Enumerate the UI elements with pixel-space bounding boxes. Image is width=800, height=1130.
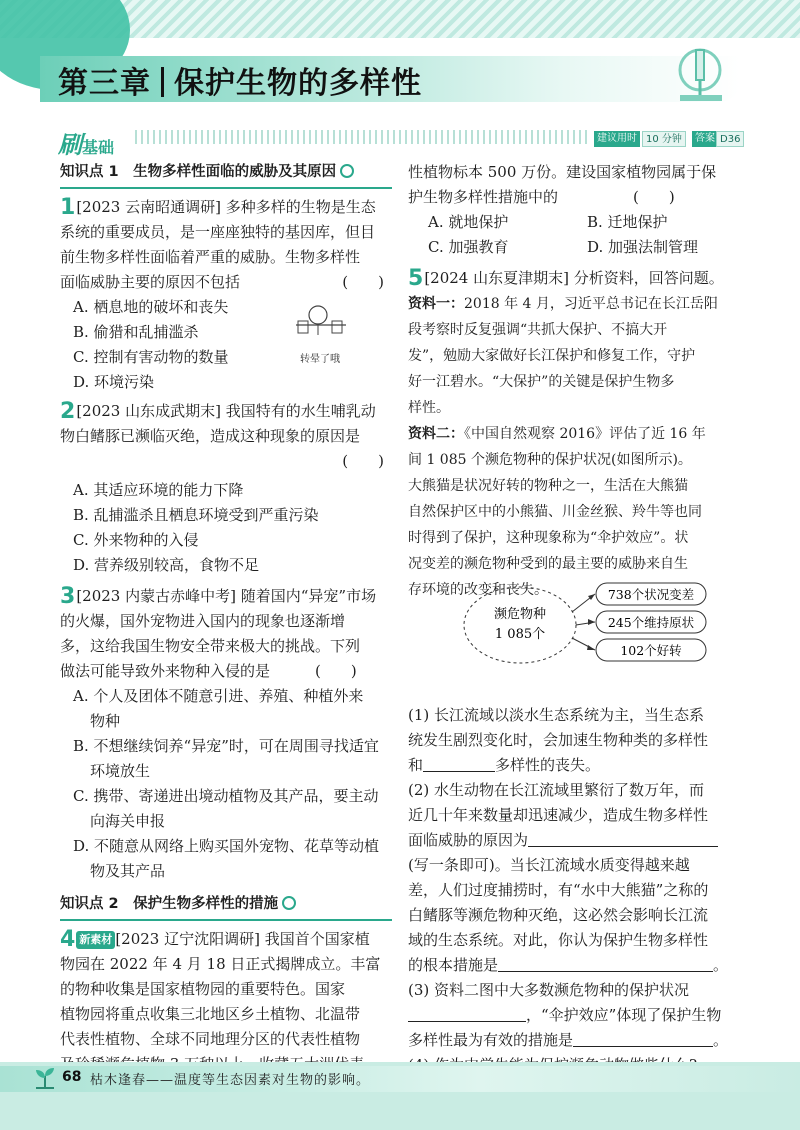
option-d: D. 营养级别较高，食物不足 [73, 556, 260, 574]
new-material-badge: 新素材 [76, 931, 115, 949]
q4-line: 物园在 2022 年 4 月 18 日正式揭牌成立。丰富 [60, 955, 381, 973]
section-label-big: 刷 [58, 131, 82, 159]
status-better: 102个好转 [620, 643, 682, 658]
question-4 [60, 927, 392, 1077]
page-number: 68 [62, 1069, 82, 1085]
q3-line: 的火爆，国外宠物进入国内的现象也逐渐增 [60, 612, 346, 630]
sub2-line: 白鳍豚等濒危物种灭绝，这必然会影响长江流 [408, 906, 709, 924]
option-c: C. 控制有害动物的数量 [73, 348, 229, 366]
q1-line: 前生物多样性面临着严重的威胁。生物多样性 [60, 248, 361, 266]
section-dotted-line [135, 130, 590, 144]
sub2-line: 。 [713, 956, 729, 974]
option-a: A. 其适应环境的能力下降 [73, 481, 244, 499]
kp2-title: 知识点 2 保护生物多样性的措施 [60, 896, 279, 912]
answer-blank[interactable] [408, 1008, 526, 1022]
option-d: D. 不随意从网络上购买国外宠物、花草等动植 [73, 837, 380, 855]
left-column [60, 160, 392, 1077]
sub3-line: 。 [713, 1031, 729, 1049]
option-a: A. 就地保护 [428, 213, 509, 231]
sub-question-3 [408, 978, 746, 1053]
sub2-line: (写一条即可)。当长江流域水质变得越来越 [408, 856, 690, 874]
knowledge-point-2 [60, 892, 392, 921]
question-number: 4 [60, 927, 76, 952]
sub2-line: (2) 水生动物在长江流域里繁衍了数万年，而 [408, 781, 705, 799]
material-2-line: 况变差的濒危物种受到的最主要的威胁来自生 [408, 556, 688, 572]
answer-paren: ( ) [342, 273, 384, 291]
sub2-line: 面临威胁的原因为 [408, 831, 529, 849]
question-2 [60, 399, 392, 578]
q2-line: 物白鳍豚已濒临灭绝，造成这种现象的原因是 [60, 427, 361, 445]
q1-line: [2023 云南昭通调研] 多种多样的生物是生态 [76, 198, 376, 216]
time-value: 10 分钟 [642, 131, 686, 147]
sub2-line: 差，人们过度捕捞时，有“水中大熊猫”之称的 [408, 881, 709, 899]
answer-paren: ( ) [342, 452, 384, 470]
status-worse: 738个状况变差 [607, 587, 695, 602]
sketch-caption: 转晕了哦 [300, 354, 340, 365]
answer-label: 答案 [692, 131, 718, 147]
material-1-line: 段考察时反复强调“共抓大保护、不搞大开 [408, 322, 668, 338]
q4-options-row [408, 210, 746, 235]
option-a: A. 栖息地的破坏和丧失 [73, 298, 229, 316]
sub2-line: 域的生态系统。对此，你认为保护生物多样性 [408, 931, 709, 949]
q4-cont-line: 护生物多样性措施中的 ( ) [408, 188, 675, 206]
q3-line: 多，这给我国生物安全带来极大的挑战。下列 [60, 637, 361, 655]
option-b: B. 偷猎和乱捕滥杀 [73, 323, 199, 341]
answer-blank[interactable] [528, 833, 718, 847]
sub2-line: 的根本措施是 [408, 956, 499, 974]
q4-line: 代表性植物、全球不同地理分区的代表性植物 [60, 1030, 361, 1048]
cartoon-sketch-icon [288, 303, 358, 351]
endangered-species-diagram [460, 580, 750, 670]
material-1-label: 资料一： [408, 296, 464, 312]
option-c-cont: 向海关申报 [90, 812, 166, 830]
sub3-line: (3) 资料二图中大多数濒危物种的保护状况 [408, 981, 690, 999]
sub3-line: 多样性最为有效的措施是 [408, 1031, 574, 1049]
material-1-line: 样性。 [408, 400, 450, 416]
option-a-cont: 物种 [90, 712, 121, 730]
chapter-title [58, 58, 422, 102]
question-number: 5 [408, 266, 424, 291]
knowledge-point-1 [60, 160, 392, 189]
option-d: D. 环境污染 [73, 373, 155, 391]
center-label-1: 濒危物种 [493, 607, 547, 622]
chapter-name: 保护生物的多样性 [174, 66, 422, 101]
material-2-line: 《中国自然观察 2016》评估了近 16 年 [464, 426, 706, 442]
answer-blank[interactable] [498, 958, 713, 972]
option-c: C. 携带、寄递进出境动植物及其产品，要主动 [73, 787, 379, 805]
q3-line: [2023 内蒙古赤峰中考] 随着国内“异宠”市场 [76, 587, 377, 605]
material-2-line: 自然保护区中的小熊猫、川金丝猴、羚牛等也同 [408, 504, 702, 520]
center-label-2: 1 085个 [494, 627, 546, 642]
question-1 [60, 195, 392, 395]
question-number: 2 [60, 399, 76, 424]
sub-question-2 [408, 778, 746, 978]
material-2-line: 间 1 085 个濒危物种的保护状况(如图所示)。 [408, 452, 692, 468]
question-5 [408, 266, 746, 1103]
sub1-line: 和 [408, 756, 424, 774]
kp1-title: 知识点 1 生物多样性面临的威胁及其原因 [60, 164, 337, 180]
question-number: 3 [60, 584, 76, 609]
option-d: D. 加强法制管理 [587, 238, 699, 256]
material-1-line: 发”，勉励大家做好长江保护和修复工作，守护 [408, 348, 696, 364]
sub-question-1 [408, 703, 746, 778]
q1-line: 面临威胁主要的原因不包括 [60, 273, 241, 291]
q2-line: [2023 山东成武期末] 我国特有的水生哺乳动 [76, 402, 376, 420]
q4-cont-line: 性植物标本 500 万份。建设国家植物园属于保 [408, 163, 717, 181]
section-label [58, 125, 114, 160]
target-icon [282, 896, 296, 910]
sub1-line: (1) 长江流域以淡水生态系统为主，当生态系 [408, 706, 705, 724]
q4-line: [2023 辽宁沈阳调研] 我国首个国家植 [115, 930, 370, 948]
material-1-line: 2018 年 4 月，习近平总书记在长江岳阳 [464, 296, 718, 312]
option-c: C. 加强教育 [428, 238, 509, 256]
option-b: B. 不想继续饲养“异宠”时，可在周围寻找适宜 [73, 737, 379, 755]
option-b-cont: 环境放生 [90, 762, 151, 780]
material-2-label: 资料二： [408, 426, 464, 442]
q5-head: [2024 山东夏津期末] 分析资料，回答问题。 [424, 269, 724, 287]
sprout-icon [34, 1066, 56, 1090]
option-b: B. 乱捕滥杀且栖息环境受到严重污染 [73, 506, 319, 524]
microscope-icon [660, 40, 740, 110]
material-2-line: 大熊猫是状况好转的物种之一，生活在大熊猫 [408, 478, 688, 494]
center-ellipse [464, 587, 576, 663]
chapter-header [0, 0, 800, 118]
q4-line: 的物种收集是国家植物园的重要特色。国家 [60, 980, 346, 998]
footer-proverb: 枯木逢春——温度等生态因素对生物的影响。 [90, 1073, 371, 1088]
q3-line: 做法可能导致外来物种入侵的是 ( ) [60, 662, 357, 680]
answer-blank[interactable] [573, 1033, 713, 1047]
material-2-line: 时得到了保护，这种现象称为“伞护效应”。状 [408, 530, 689, 546]
material-2-line: 存环境的改变和丧失。 [408, 582, 548, 598]
sub3-line: ，“伞护效应”体现了保护生物 [526, 1006, 722, 1024]
sub2-line: 近几十年来数量却迅速减少，造成生物多样性 [408, 806, 709, 824]
answer-page: D36 [716, 131, 744, 147]
target-icon [340, 164, 354, 178]
option-b: B. 迁地保护 [587, 213, 668, 231]
question-3 [60, 584, 392, 884]
chapter-number: 第三章 [58, 66, 151, 101]
question-number: 1 [60, 195, 76, 220]
q4-options-row [408, 235, 746, 260]
answer-blank[interactable] [423, 758, 495, 772]
title-separator [161, 67, 164, 97]
sub1-line: 多样性的丧失。 [495, 756, 601, 774]
time-label: 建议用时 [594, 131, 640, 147]
section-label-small: 基础 [82, 138, 115, 157]
material-1-line: 好一江碧水。“大保护”的关键是保护生物多 [408, 374, 675, 390]
option-a: A. 个人及团体不随意引进、养殖、种植外来 [73, 687, 364, 705]
status-stable: 245个维持原状 [607, 615, 695, 630]
option-d-cont: 物及其产品 [90, 862, 166, 880]
q1-line: 系统的重要成员，是一座座独特的基因库，但目 [60, 223, 376, 241]
option-c: C. 外来物种的入侵 [73, 531, 199, 549]
q4-line: 植物园将重点收集三北地区乡土植物、北温带 [60, 1005, 361, 1023]
sub1-line: 统发生剧烈变化时，会加速生物种类的多样性 [408, 731, 709, 749]
